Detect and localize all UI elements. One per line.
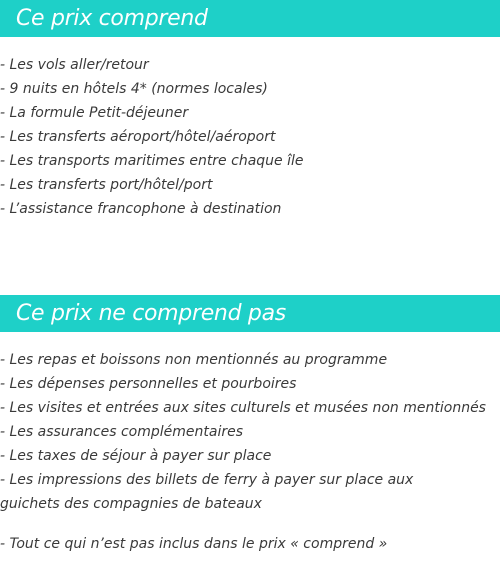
excluded-section-title: Ce prix ne comprend pas [0, 295, 500, 332]
list-item: - Les transports maritimes entre chaque île [0, 153, 304, 169]
excluded-list [0, 348, 486, 516]
list-item: - Les visites et entrées aux sites culturels et musées non mentionnés [0, 400, 486, 416]
list-item: - Les vols aller/retour [0, 57, 149, 73]
list-item: - Les impressions des billets de ferry à payer sur place aux guichets des compagnies de bateaux [0, 472, 414, 512]
list-item: - Les transferts port/hôtel/port [0, 177, 213, 193]
list-item: - 9 nuits en hôtels 4* (normes locales) [0, 81, 268, 97]
included-section-title: Ce prix comprend [0, 0, 500, 37]
list-item: - La formule Petit-déjeuner [0, 105, 189, 121]
list-item: - Les transferts aéroport/hôtel/aéroport [0, 129, 276, 145]
list-item: - Les assurances complémentaires [0, 424, 243, 440]
list-item: - L’assistance francophone à destination [0, 201, 282, 217]
list-item: - Les taxes de séjour à payer sur place [0, 448, 272, 464]
excluded-note: - Tout ce qui n’est pas inclus dans le prix « comprend » [0, 536, 388, 552]
list-item: - Les repas et boissons non mentionnés au programme [0, 352, 388, 368]
included-list [0, 53, 470, 221]
list-item: - Les dépenses personnelles et pourboires [0, 376, 297, 392]
